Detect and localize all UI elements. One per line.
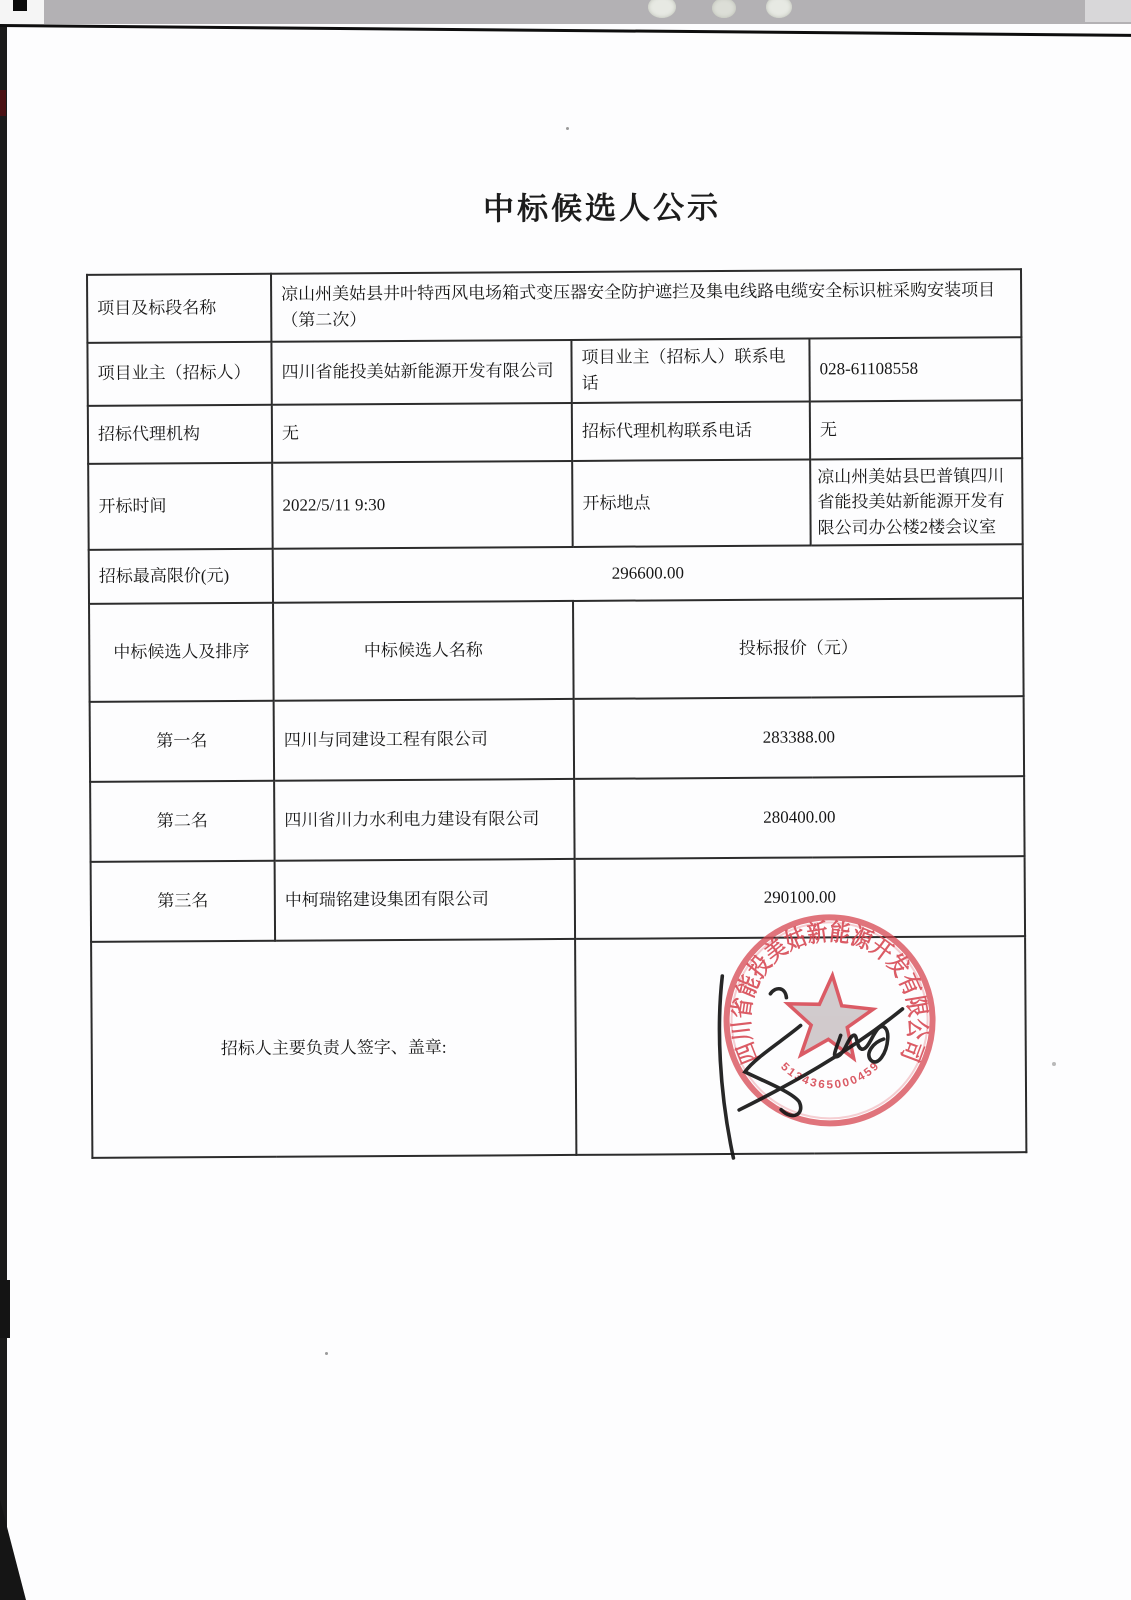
max-price-value: 296600.00 bbox=[273, 544, 1023, 603]
signature-label: 招标人主要负责人签字、盖章: bbox=[91, 939, 576, 1158]
company-seal-and-signature bbox=[692, 895, 964, 1171]
agency-phone-label: 招标代理机构联系电话 bbox=[572, 401, 810, 460]
candidate-name: 四川省川力水利电力建设有限公司 bbox=[274, 779, 574, 861]
agency-value: 无 bbox=[272, 403, 572, 463]
candidate-rank: 第三名 bbox=[91, 861, 275, 942]
bid-open-place-label: 开标地点 bbox=[572, 459, 811, 547]
project-name-label: 项目及标段名称 bbox=[87, 274, 271, 343]
project-name-value: 凉山州美姑县井叶特西风电场箱式变压器安全防护遮拦及集电线路电缆安全标识桩采购安装项目（第二次） bbox=[271, 269, 1021, 342]
rank-header: 中标候选人及排序 bbox=[89, 603, 274, 702]
bid-open-time-value: 2022/5/11 9:30 bbox=[272, 461, 573, 549]
bid-open-time-label: 开标时间 bbox=[88, 462, 273, 550]
red-seal bbox=[726, 917, 933, 1124]
seal-star-icon bbox=[785, 973, 876, 1060]
table-row bbox=[88, 400, 1022, 464]
owner-value: 四川省能投美姑新能源开发有限公司 bbox=[271, 340, 571, 405]
candidate-price: 290100.00 bbox=[575, 856, 1025, 939]
page-title: 中标候选人公示 bbox=[483, 190, 722, 227]
bid-open-place-value: 凉山州美姑县巴普镇四川省能投美姑新能源开发有限公司办公楼2楼会议室 bbox=[810, 458, 1023, 546]
svg-text:5134365000459 bbox=[778, 1059, 883, 1092]
candidate-header-row bbox=[89, 598, 1024, 702]
owner-phone-label: 项目业主（招标人）联系电话 bbox=[571, 338, 809, 402]
seal-svg bbox=[692, 895, 964, 1171]
table-row bbox=[87, 337, 1021, 405]
candidate-name: 中柯瑞铭建设集团有限公司 bbox=[275, 859, 575, 941]
owner-label: 项目业主（招标人） bbox=[87, 342, 271, 406]
candidate-rank: 第一名 bbox=[90, 701, 274, 782]
seal-serial-number: 5134365000459 bbox=[778, 1059, 883, 1092]
max-price-label: 招标最高限价(元) bbox=[89, 549, 273, 604]
candidate-row bbox=[90, 696, 1024, 782]
seal-company-text: 四川省能投美姑新能源开发有限公司 bbox=[728, 919, 931, 1069]
candidate-name: 四川与同建设工程有限公司 bbox=[274, 699, 574, 781]
candidate-price: 280400.00 bbox=[574, 776, 1024, 859]
table-row bbox=[87, 269, 1021, 343]
price-header: 投标报价（元） bbox=[573, 598, 1024, 699]
agency-phone-value: 无 bbox=[810, 400, 1022, 459]
table-row bbox=[88, 458, 1023, 550]
candidate-row bbox=[90, 776, 1024, 862]
agency-label: 招标代理机构 bbox=[88, 404, 272, 463]
table-row bbox=[89, 544, 1023, 604]
name-header: 中标候选人名称 bbox=[273, 601, 574, 701]
candidate-rank: 第二名 bbox=[90, 781, 274, 862]
owner-phone-value: 028-61108558 bbox=[809, 337, 1021, 401]
candidate-price: 283388.00 bbox=[574, 696, 1024, 779]
